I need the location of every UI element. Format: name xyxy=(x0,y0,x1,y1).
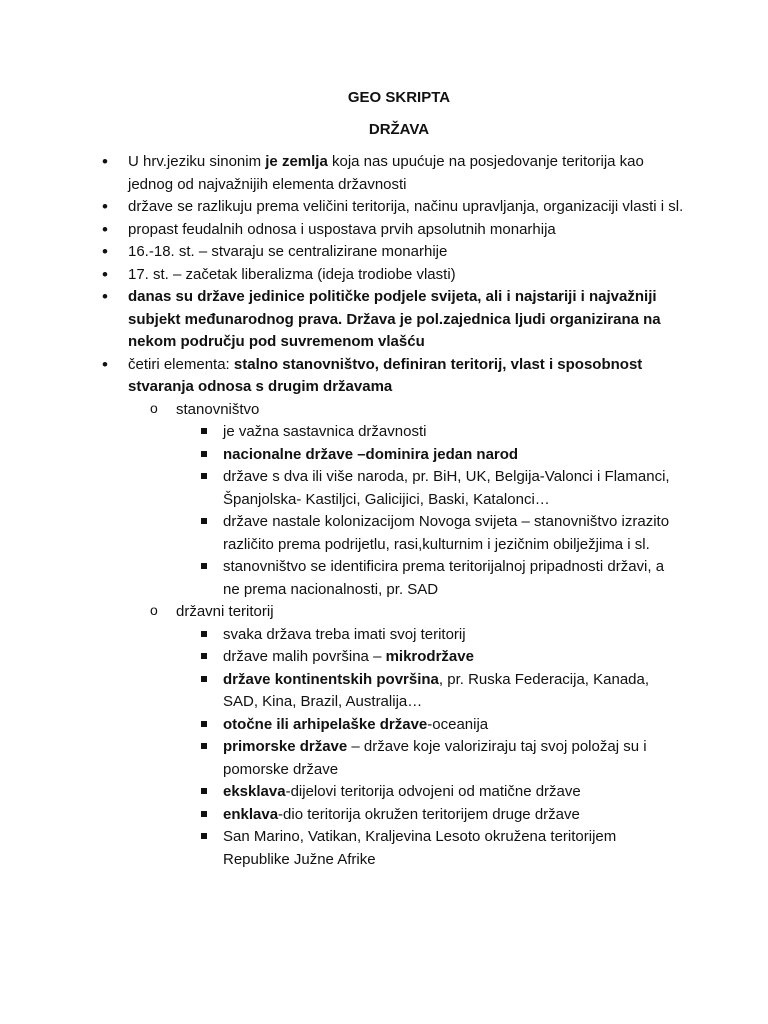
bullet-item: • U hrv.jeziku sinonim je zemlja koja nas upućuje na posjedovanje teritorija kao jednog od najvažnijih elementa državnosti xyxy=(128,151,688,196)
bullet-item: • propast feudalnih odnosa i uspostava prvih apsolutnih monarhija xyxy=(128,219,688,242)
list-item: je važna sastavnica državnosti xyxy=(223,421,683,444)
list-item: države s dva ili više naroda, pr. BiH, UK, Belgija-Valonci i Flamanci, Španjolska- Kastiljci, Galicijici, Baski, Katalonci… xyxy=(223,466,683,511)
stanovnistvo-list xyxy=(223,421,683,601)
document-subtitle: DRŽAVA xyxy=(368,121,430,138)
list-item: države nastale kolonizacijom Novoga svijeta – stanovništvo izrazito različito prema podrijetlu, rasi,kulturnim i jezičnim obilježjima i sl. xyxy=(223,511,683,556)
section-drzavni-teritorij: o državni teritorij svaka država treba imati svoj teritorij države malih površina – mikrodržave države kontinentskih površina, pr. Ruska Federacija, Kanada, SAD, Kina, Brazil, Australija… otočne ili arhipelaške države-oceanija primorske države – države koje valoriziraju taj svoj položaj su i pomorske države eksklava-dijelovi teritorija odvojeni od matične države enklava-dio teritorija okružen teritorijem druge države San Marino, Vatikan, Kraljevina Lesoto okružena teritorijem Republike Južne Afrike xyxy=(176,601,688,871)
list-item: svaka država treba imati svoj teritorij xyxy=(223,624,683,647)
bullet-item: • 16.-18. st. – stvaraju se centralizirane monarhije xyxy=(128,241,688,264)
list-item: eksklava-dijelovi teritorija odvojeni od matične države xyxy=(223,781,683,804)
list-item: stanovništvo se identificira prema teritorijalnoj pripadnosti državi, a ne prema nacionalnosti, pr. SAD xyxy=(223,556,683,601)
document-title: GEO SKRIPTA xyxy=(347,89,451,106)
list-item: nacionalne države –dominira jedan narod xyxy=(223,444,683,467)
bullet-item: • danas su države jedinice političke podjele svijeta, ali i najstariji i najvažniji subjekt međunarodnog prava. Država je pol.zajednica ljudi organizirana na nekom području pod suvremenom vlašću xyxy=(128,286,688,354)
list-item: države malih površina – mikrodržave xyxy=(223,646,683,669)
list-item: enklava-dio teritorija okružen teritorijem druge države xyxy=(223,804,683,827)
list-item: države kontinentskih površina, pr. Ruska Federacija, Kanada, SAD, Kina, Brazil, Australija… xyxy=(223,669,683,714)
list-item: otočne ili arhipelaške države-oceanija xyxy=(223,714,683,737)
main-bullet-list xyxy=(128,151,688,871)
bullet-item: • četiri elementa: stalno stanovništvo, definiran teritorij, vlast i sposobnost stvaranja odnosa s drugim državama o stanovništvo je važna sastavnica državnosti nacionalne države –dominira jedan narod države s dva ili više naroda, pr. BiH, UK, Belgija-Valonci i Flamanci, Španjolska- Kastiljci, Galicijici, Baski, Katalonci… države nastale kolonizacijom Novoga svijeta – stanovništvo izrazito različito prema podrijetlu, rasi,kulturnim i jezičnim obilježjima i sl. stanovništvo se identificira prema teritorijalnoj pripadnosti državi, a ne prema nacionalnosti, pr. SAD o državni teritorij svaka država treba imati svoj teritorij države malih površina – mikrodržave države kontinentskih površina, pr. Ruska Federacija, Kanada, SAD, Kina, Brazil, Australija… otočne ili arhipelaške države-oceanija primorske države – države koje valoriziraju taj svoj položaj su i pomorske države eksklava-dijelovi teritorija odvojeni od matične države enklava-dio teritorija okružen teritorijem druge države San Marino, Vatikan, Kraljevina Lesoto okružena teritorijem Republike Južne Afrike xyxy=(128,354,688,872)
bullet-item: • 17. st. – začetak liberalizma (ideja trodiobe vlasti) xyxy=(128,264,688,287)
bullet-item: • države se razlikuju prema veličini teritorija, načinu upravljanja, organizaciji vlasti i sl. xyxy=(128,196,688,219)
list-item: San Marino, Vatikan, Kraljevina Lesoto okružena teritorijem Republike Južne Afrike xyxy=(223,826,683,871)
element-list xyxy=(176,399,688,872)
list-item: primorske države – države koje valoriziraju taj svoj položaj su i pomorske države xyxy=(223,736,683,781)
teritorij-list xyxy=(223,624,683,872)
section-stanovnistvo: o stanovništvo je važna sastavnica državnosti nacionalne države –dominira jedan narod države s dva ili više naroda, pr. BiH, UK, Belgija-Valonci i Flamanci, Španjolska- Kastiljci, Galicijici, Baski, Katalonci… države nastale kolonizacijom Novoga svijeta – stanovništvo izrazito različito prema podrijetlu, rasi,kulturnim i jezičnim obilježjima i sl. stanovništvo se identificira prema teritorijalnoj pripadnosti državi, a ne prema nacionalnosti, pr. SAD xyxy=(176,399,688,602)
